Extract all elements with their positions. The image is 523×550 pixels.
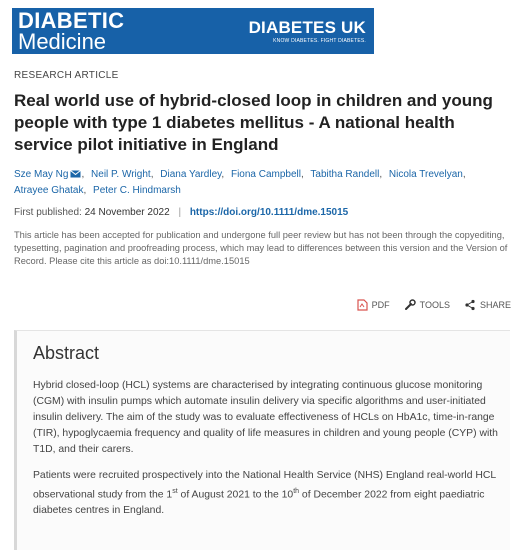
author-link[interactable]: Atrayee Ghatak (14, 185, 84, 196)
article-actions (357, 299, 511, 311)
article-title: Real world use of hybrid-closed loop in children and young people with type 1 diabetes mellitus - A national health service pilot initiative in England (14, 91, 493, 154)
abstract-p2-sup2: th (293, 488, 300, 495)
author-separator: , (150, 169, 154, 180)
share-button[interactable] (464, 299, 511, 311)
journal-logo (18, 7, 125, 54)
author-separator: , (462, 169, 466, 180)
author-link[interactable]: Sze May Ng (14, 169, 69, 180)
organization-tagline: KNOW DIABETES. FIGHT DIABETES. (273, 38, 366, 44)
author-separator: , (379, 169, 383, 180)
author-separator: , (83, 185, 87, 196)
author-separator: , (301, 169, 304, 180)
abstract-p2-part1: Patients were recruited prospectively into the National Health Service (NHS) England real-world HCL observational study from the 1 (33, 470, 496, 501)
author-list (14, 167, 484, 199)
journal-name-line1: DIABETIC (18, 7, 125, 33)
pub-divider: | (178, 207, 182, 218)
first-published-label: First published: (14, 207, 82, 218)
tools-label: TOOLS (419, 300, 450, 310)
organization-name: DIABETES UK (248, 18, 366, 37)
organization-logo (249, 18, 366, 44)
author-link[interactable]: Neil P. Wright (91, 169, 151, 180)
author-link[interactable]: Diana Yardley (160, 169, 222, 180)
abstract-section (14, 330, 510, 550)
abstract-heading: Abstract (33, 343, 100, 363)
pdf-label: PDF (371, 300, 390, 310)
pdf-button[interactable] (357, 299, 390, 311)
author-link[interactable]: Nicola Trevelyan (388, 169, 463, 180)
article-type: RESEARCH ARTICLE (14, 70, 119, 81)
journal-banner[interactable] (12, 8, 374, 54)
share-icon (464, 299, 476, 311)
publication-info (14, 207, 348, 218)
pdf-icon (357, 299, 368, 311)
tools-button[interactable] (404, 299, 450, 311)
accepted-article-notice: This article has been accepted for publication and undergone full peer review but has not been through the copyediting, typesetting, pagination and proofreading process, which may lead to differences between this version and the Version of Record. Please cite this article as doi:10.1111/dme.15015 (14, 230, 508, 266)
abstract-p2-sup1: st (172, 488, 178, 495)
author-link[interactable]: Peter C. Hindmarsh (93, 185, 181, 196)
abstract-p2-part2: of August 2021 to the 10 (177, 489, 294, 501)
doi-link[interactable]: https://doi.org/10.1111/dme.15015 (189, 207, 349, 218)
author-separator: , (81, 169, 85, 180)
mail-icon[interactable] (70, 170, 81, 178)
first-published-date: 24 November 2022 (84, 207, 170, 218)
abstract-paragraph-1: Hybrid closed-loop (HCL) systems are characterised by integrating continuous glucose monitoring (CGM) with insulin pumps which automate insulin delivery via specific algorithms and user-initiated insulin delivery. The aim of the study was to evaluate effectiveness of HCLs on HbA1c, time-in-range (TIR), hypoglycaemia frequency and quality of life measures in children and young people (CYP) with T1D, and their carers. (33, 380, 498, 455)
author-separator: , (221, 169, 225, 180)
abstract-paragraph-2 (33, 468, 500, 519)
wrench-icon (404, 299, 416, 311)
author-link[interactable]: Fiona Campbell (230, 169, 302, 180)
share-label: SHARE (479, 300, 511, 310)
abstract-p2-part3: of December 2022 from eight paediatric diabetes centres in England. (33, 489, 485, 517)
author-link[interactable]: Tabitha Randell (310, 169, 380, 180)
journal-name-line2: Medicine (18, 28, 107, 54)
